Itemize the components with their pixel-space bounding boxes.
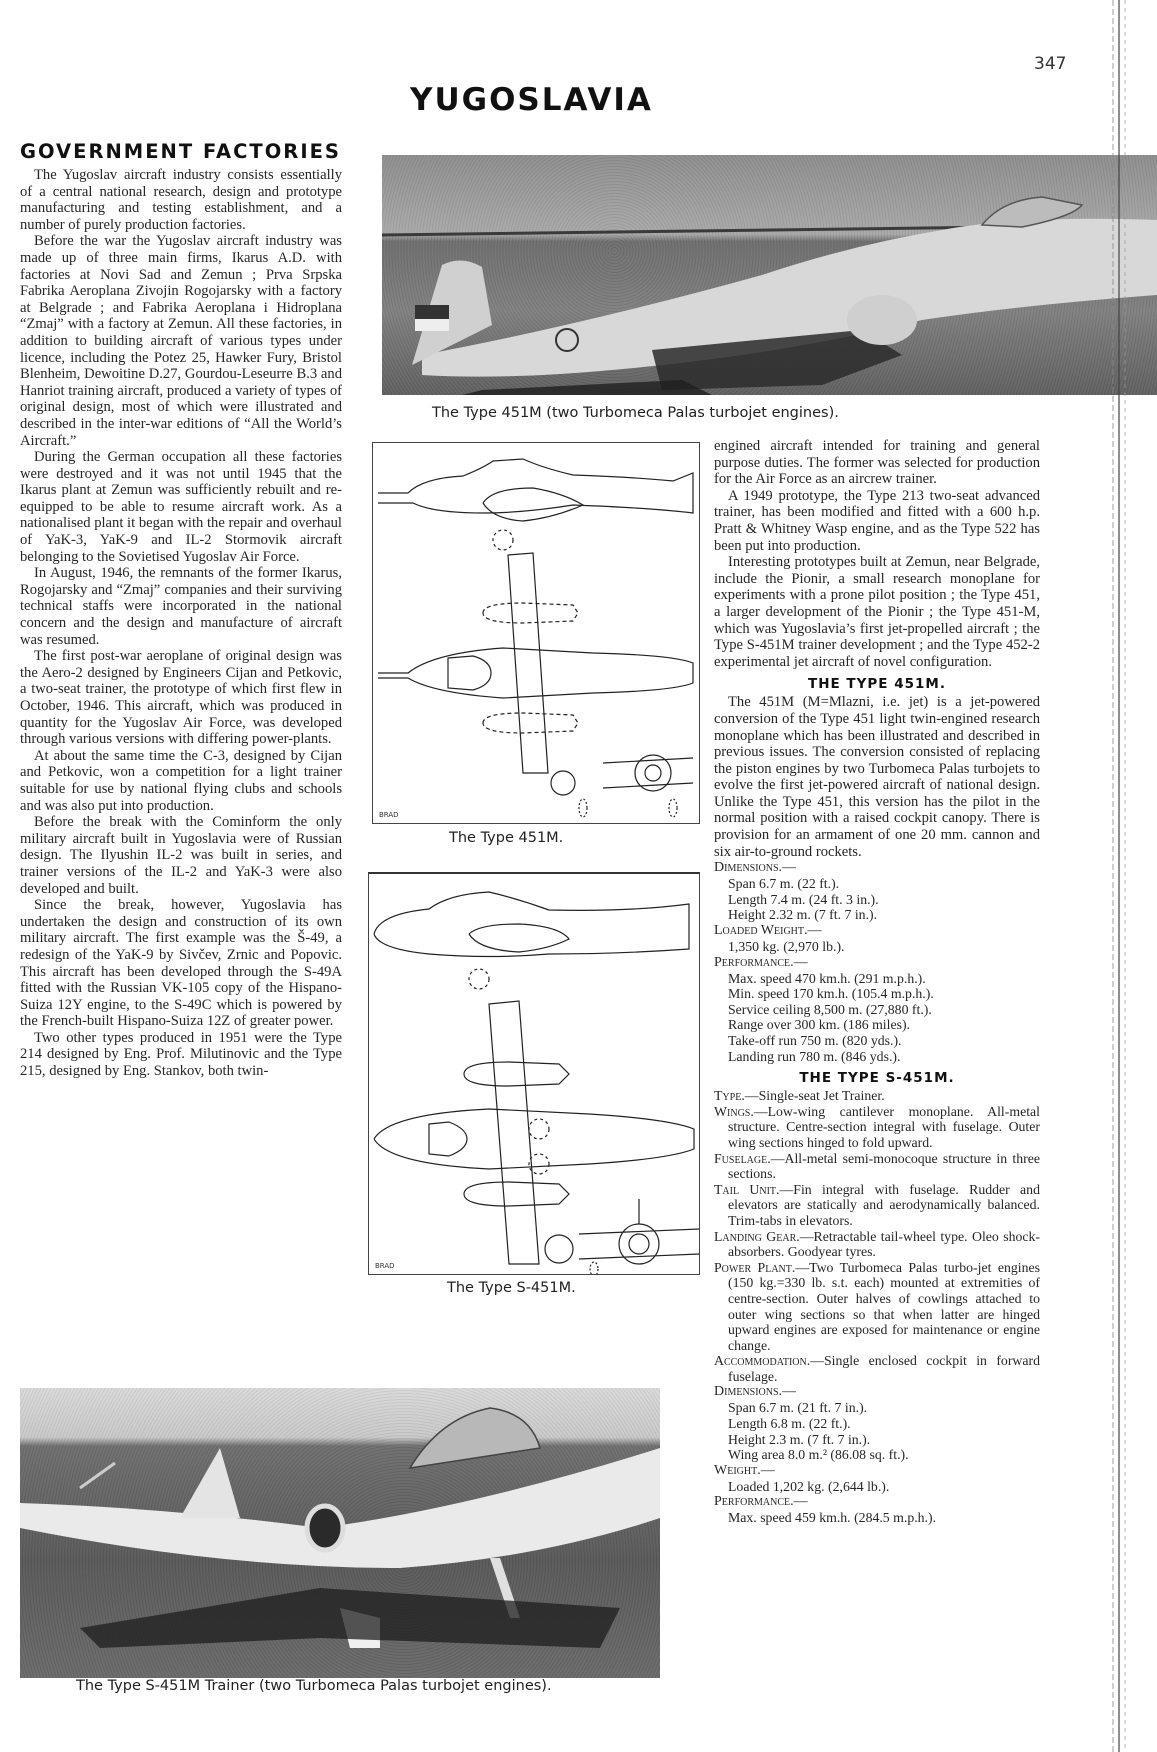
spec-line: Min. speed 170 km.h. (105.4 m.p.h.). xyxy=(728,986,934,1002)
three-view-drawing-s451m xyxy=(368,872,700,1275)
spec-entry-key: Wings. xyxy=(714,1103,754,1119)
photo-type-451m xyxy=(382,155,1157,395)
spec-line: Length 7.4 m. (24 ft. 3 in.). xyxy=(728,891,879,907)
spec-heading: Performance.— xyxy=(714,954,808,970)
photo-caption-s451m: The Type S-451M Trainer (two Turbomeca Palas turbojet engines). xyxy=(76,1678,552,1694)
spec-line: Span 6.7 m. (22 ft.). xyxy=(728,876,840,892)
paragraph: Before the break with the Cominform the only military aircraft built in Yugoslavia were of Russian design. The Ilyushin IL-2 was built in series, and trainer versions of the IL-2 and YaK-3 were also developed and built. xyxy=(20,814,342,897)
left-column xyxy=(20,140,342,1080)
spec-entry xyxy=(714,1104,1040,1151)
spec-heading: Dimensions.— xyxy=(714,860,797,876)
drawing-credit: BRAD xyxy=(379,811,399,819)
spec-line: Loaded 1,202 kg. (2,644 lb.). xyxy=(728,1478,890,1494)
paragraph: The Yugoslav aircraft industry consists essentially of a central national research, design and prototype manufacturing and testing establishment, and a number of purely production factories. xyxy=(20,167,342,233)
spec-line: Service ceiling 8,500 m. (27,880 ft.). xyxy=(728,1001,932,1017)
spec-entry-text: —Single enclosed cockpit in forward fuselage. xyxy=(728,1353,1040,1384)
section-heading: GOVERNMENT FACTORIES xyxy=(20,140,341,163)
spec-line: Max. speed 459 km.h. (284.5 m.p.h.). xyxy=(728,1510,937,1526)
paragraph: The first post-war aeroplane of original design was the Aero-2 designed by Engineers Cijan and Petkovic, a two-seat trainer, the prototype of which first flew in October, 1946. This aircraft, which was produced in quantity for the Yugoslav Air Force, was developed through various versions with differing power-plants. xyxy=(20,648,342,748)
spec-list-s451m xyxy=(714,1384,1040,1526)
aircraft-photo-451m-icon xyxy=(382,155,1157,395)
spec-line: Span 6.7 m. (21 ft. 7 in.). xyxy=(728,1400,868,1416)
paragraph: Interesting prototypes built at Zemun, near Belgrade, include the Pionir, a small research monoplane for experiments with a prone pilot position ; the Type 451, a larger development of the Pionir ; the Type 451-M, which was Yugoslavia’s first jet-propelled aircraft ; the Type S-451M trainer development ; and the Type 452-2 experimental jet aircraft of novel configuration. xyxy=(714,554,1040,670)
spec-entry-text: —All-metal semi-monocoque structure in three sections. xyxy=(728,1150,1040,1182)
paragraph: During the German occupation all these factories were destroyed and it was not until 1945 that the Ikarus plant at Zemun was sufficiently rebuilt and re-equipped to be able to resume aircraft work. As a nationalised plant it began with the repair and overhaul of YaK-3, YaK-9 and IL-2 Stormovik aircraft belonging to the Sovietised Yugoslav Air Force. xyxy=(20,449,342,565)
subheading-type-s451m: THE TYPE S-451M. xyxy=(799,1070,955,1087)
spec-heading: Weight.— xyxy=(714,1462,775,1478)
three-view-drawing-451m xyxy=(372,442,700,824)
paragraph: engined aircraft intended for training and general purpose duties. The former was selected for production for the Air Force as an aircrew trainer. xyxy=(714,438,1040,488)
spec-entry xyxy=(714,1182,1040,1229)
spec-entries-s451m xyxy=(714,1088,1040,1384)
drawing-caption-s451m: The Type S-451M. xyxy=(447,1280,576,1296)
spec-entry xyxy=(714,1260,1040,1354)
paragraph: In August, 1946, the remnants of the former Ikarus, Rogojarsky and “Zmaj” companies and their surviving technical staffs were incorporated in the national concern and the design and manufacture of aircraft was resumed. xyxy=(20,565,342,648)
photo-type-s451m-trainer xyxy=(20,1388,660,1678)
photo-caption-451m: The Type 451M (two Turbomeca Palas turbojet engines). xyxy=(432,405,839,421)
spec-line: Take-off run 750 m. (820 yds.). xyxy=(728,1033,902,1048)
spec-entry xyxy=(714,1151,1040,1182)
left-body-text xyxy=(20,167,342,1080)
spec-heading: Performance.— xyxy=(714,1494,808,1510)
spec-entry-key: Fuselage. xyxy=(714,1150,771,1166)
spec-line: Max. speed 470 km.h. (291 m.p.h.). xyxy=(728,970,926,986)
spec-entry xyxy=(714,1353,1040,1384)
spec-entry-text: —Single-seat Jet Trainer. xyxy=(744,1088,885,1104)
paragraph: At about the same time the C-3, designed by Cijan and Petkovic, won a competition for a light trainer suitable for use by national flying clubs and schools and was also put into production. xyxy=(20,747,342,814)
spec-entry-text: —Two Turbomeca Palas turbo-jet engines (150 kg.=330 lb. s.t. each) mounted at extremities of centre-section. Outer halves of cowlings attached to outer wing sections so that when latter are hinged upward engines are exposed for maintenance or engine change. xyxy=(728,1259,1040,1353)
spec-entry-text: —Retractable tail-wheel type. Oleo shock-absorbers. Goodyear tyres. xyxy=(728,1228,1041,1260)
paragraph: Before the war the Yugoslav aircraft industry was made up of three main firms, Ikarus A.D. with factories at Novi Sad and Zemun ; Prva Srpska Fabrika Aeroplana Zivojin Rogojarsky with a factory at Belgrade ; and Fabrika Aeroplana i Hidroplana “Zmaj” with a factory at Zemun. All these factories, in addition to building aircraft of various types under licence, including the Potez 25, Hawker Fury, Bristol Blenheim, Dewoitine D.27, Gourdou-Leseurre B.3 and Hanriot training aircraft, produced a variety of types of original design, most of which were illustrated and described in the inter-war editions of “All the World’s Aircraft.” xyxy=(20,233,342,449)
drawing-caption-451m: The Type 451M. xyxy=(449,830,564,846)
spec-entry-text: —Low-wing cantilever monoplane. All-metal structure. Centre-section integral with fuselage. Outer wing sections hinged to fold upward. xyxy=(728,1103,1040,1150)
page-edge-lines xyxy=(1105,0,1135,1752)
right-column xyxy=(714,438,1040,1526)
spec-line: Height 2.3 m. (7 ft. 7 in.). xyxy=(728,1431,871,1447)
page-title: YUGOSLAVIA xyxy=(410,82,653,118)
spec-heading: Dimensions.— xyxy=(714,1384,797,1400)
spec-heading: Loaded Weight.— xyxy=(714,923,822,939)
spec-entry-key: Landing Gear. xyxy=(714,1228,800,1244)
drawing-credit: BRAD xyxy=(375,1262,395,1270)
spec-entry-key: Accommodation. xyxy=(714,1353,811,1369)
spec-entry-key: Tail Unit. xyxy=(714,1181,780,1197)
spec-entry-text: —Fin integral with fuselage. Rudder and elevators are statically and aerodynamically balanced. Trim-tabs in elevators. xyxy=(728,1181,1040,1228)
paragraph: Since the break, however, Yugoslavia has undertaken the design and construction of its own military aircraft. The first example was the Š-49, a redesign of the YaK-9 by Sivčev, Zrnic and Popovic. This aircraft has been developed through the S-49A fitted with the Russian VK-105 copy of the Hispano-Suiza 12Y engine, to the S-49C which is powered by the French-built Hispano-Suiza 12Z of greater power. xyxy=(20,897,342,1030)
spec-line: Height 2.32 m. (7 ft. 7 in.). xyxy=(728,907,878,923)
aircraft-photo-s451m-icon xyxy=(20,1388,660,1678)
aircraft-three-view-451m-icon xyxy=(373,443,699,823)
spec-line: Range over 300 km. (186 miles). xyxy=(728,1017,911,1033)
spec-list-451m xyxy=(714,860,1040,1064)
spec-line: Length 6.8 m. (22 ft.). xyxy=(728,1416,851,1432)
spec-line: Wing area 8.0 m.² (86.08 sq. ft.). xyxy=(728,1447,909,1463)
aircraft-three-view-s451m-icon xyxy=(369,874,699,1274)
spec-entry-key: Type. xyxy=(714,1088,745,1104)
subheading-type-451m: THE TYPE 451M. xyxy=(808,676,946,693)
spec-entry-key: Power Plant. xyxy=(714,1259,796,1275)
paragraph: Two other types produced in 1951 were the Type 214 designed by Eng. Prof. Milutinovic and the Type 215, designed by Eng. Stankov, both twin- xyxy=(20,1029,342,1080)
spec-line: Landing run 780 m. (846 yds.). xyxy=(728,1048,901,1064)
paragraph: A 1949 prototype, the Type 213 two-seat advanced trainer, has been modified and fitted with a 600 h.p. Pratt & Whitney Wasp engine, and as the Type 522 has been put into production. xyxy=(714,487,1040,554)
page-number: 347 xyxy=(1034,54,1067,74)
paragraph: The 451M (M=Mlazni, i.e. jet) is a jet-powered conversion of the Type 451 light twin-engined research monoplane which has been illustrated and described in previous issues. The conversion consisted of replacing the piston engines by two Turbomeca Palas turbojets to evolve the first jet-powered aircraft of national design. Unlike the Type 451, this version has the pilot in the normal position with a raised cockpit canopy. There is provision for an armament of one 20 mm. cannon and six air-to-ground rockets. xyxy=(714,694,1040,860)
spec-entry xyxy=(714,1088,1040,1104)
spec-entry xyxy=(714,1229,1040,1260)
spec-line: 1,350 kg. (2,970 lb.). xyxy=(728,939,845,955)
